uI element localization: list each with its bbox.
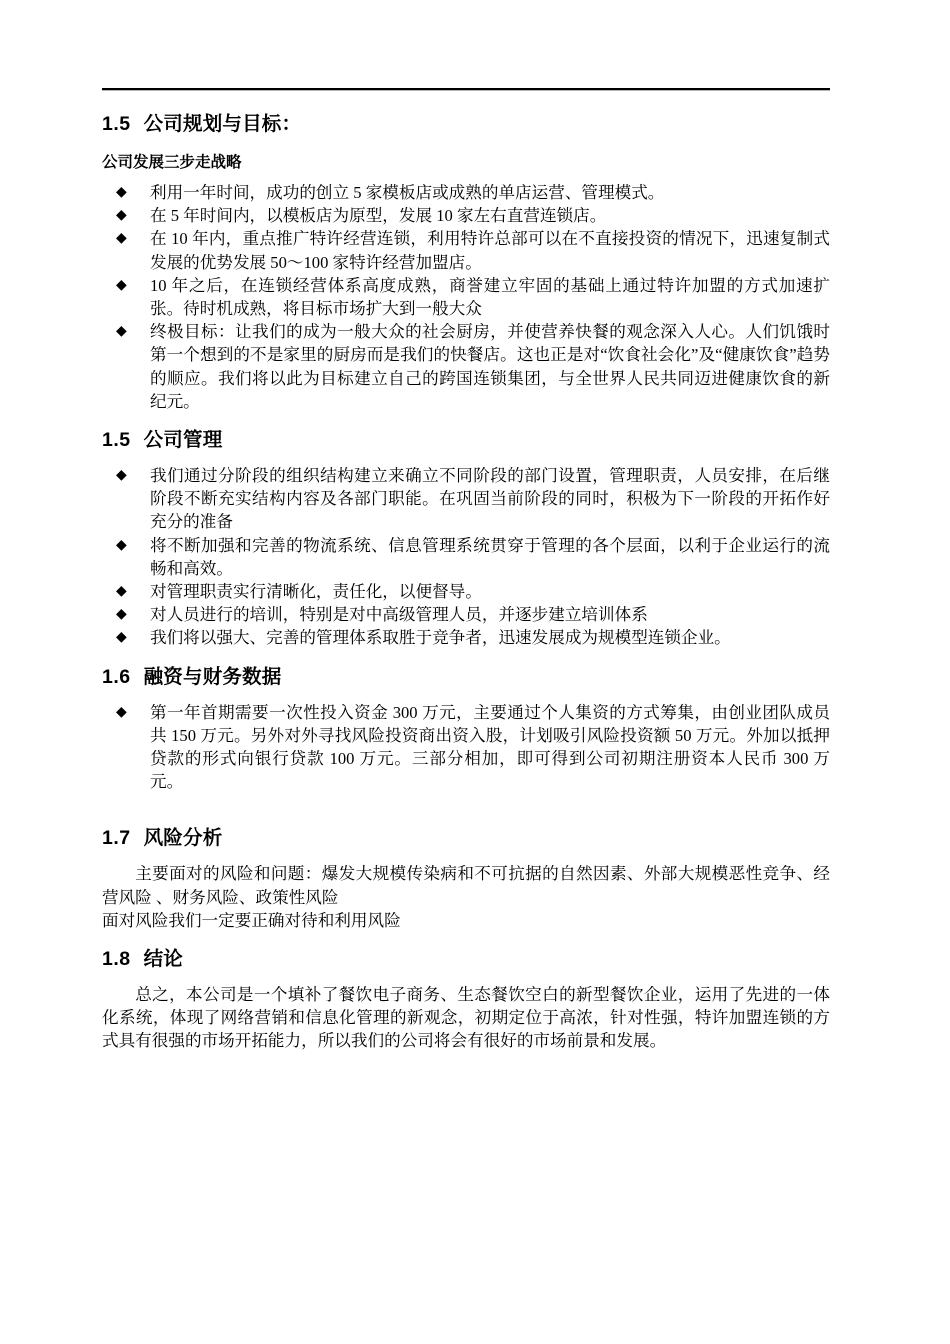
list-item-text: 在 5 年时间内，以模板店为原型，发展 10 家左右直营连锁店。 (150, 206, 607, 226)
list-item-text: 终极目标：让我们的成为一般大众的社会厨房，并使营养快餐的观念深入人心。人们饥饿时第一个想到的不是家里的厨房而是我们的快餐店。这也正是对“饮食社会化”及“健康饮食”趋势的顺应。我们将以此为目标建立自己的跨国连锁集团，与全世界人民共同迈进健康饮食的新纪元。 (150, 322, 830, 411)
list-item-text: 对人员进行的培训，特别是对中高级管理人员，并逐步建立培训体系 (150, 605, 648, 625)
list-item-text: 在 10 年内，重点推广特许经营连锁，利用特许总部可以在不直接投资的情况下，迅速复制式发展的优势发展 50～100 家特许经营加盟店。 (150, 229, 830, 272)
paragraph-conclusion: 总之，本公司是一个填补了餐饮电子商务、生态餐饮空白的新型餐饮企业，运用了先进的一体化系统，体现了网络营销和信息化管理的新观念，初期定位于高浓，针对性强，特许加盟连锁的方式具有很强的市场开拓能力，所以我们的公司将会有很好的市场前景和发展。 (102, 985, 830, 1051)
section-heading-conclusion (102, 946, 830, 972)
section-title: 融资与财务数据 (143, 664, 282, 688)
list-item-text: 将不断加强和完善的物流系统、信息管理系统贯穿于管理的各个层面，以利于企业运行的流畅和高效。 (150, 535, 830, 578)
list-item-text: 我们通过分阶段的组织结构建立来确立不同阶段的部门设置，管理职责，人员安排，在后继阶段不断充实结构内容及各部门职能。在巩固当前阶段的同时，积极为下一阶段的开拓作好充分的准备 (150, 466, 830, 532)
list-item-text: 利用一年时间，成功的创立 5 家模板店或成熟的单店运营、管理模式。 (150, 183, 665, 202)
list-item (102, 701, 830, 794)
diamond-bullet-icon: ◆ (116, 323, 127, 340)
paragraph-risk-attitude: 面对风险我们一定要正确对待和利用风险 (102, 910, 401, 930)
paragraph-risk-list: 主要面对的风险和问题：爆发大规模传染病和不可抗据的自然因素、外部大规模恶性竞争、经营风险 、财务风险、政策性风险 (102, 864, 830, 907)
section-number: 1.6 (102, 665, 131, 688)
list-item-text: 第一年首期需要一次性投入资金 300 万元，主要通过个人集资的方式筹集，由创业团队成员共 150 万元。另外对外寻找风险投资商出资入股，计划吸引风险投资额 50 万元。外加以抵押贷款的形式向银行贷款 100 万元。三部分相加，即可得到公司初期注册资本人民币 300 万元。 (150, 702, 830, 792)
section-heading-company-management (102, 427, 830, 453)
list-item (102, 603, 830, 626)
section-number: 1.5 (102, 429, 131, 452)
diamond-bullet-icon: ◆ (116, 207, 127, 224)
section-number: 1.5 (102, 113, 131, 135)
list-item-text: 我们将以强大、完善的管理体系取胜于竞争者，迅速发展成为规模型连锁企业。 (150, 628, 731, 648)
section-number: 1.7 (102, 827, 131, 850)
subheading-three-step-strategy: 公司发展三步走战略 (102, 153, 242, 171)
list-item-text: 10 年之后，在连锁经营体系高度成熟，商誉建立牢固的基础上通过特许加盟的方式加速扩张。待时机成熟，将目标市场扩大到一般大众 (150, 275, 830, 319)
section-heading-company-plan-goals (102, 111, 830, 137)
section-heading-financing-data (102, 664, 830, 690)
list-item (102, 626, 830, 649)
list-item (102, 320, 830, 413)
diamond-bullet-icon: ◆ (116, 276, 127, 293)
diamond-bullet-icon: ◆ (116, 583, 127, 600)
diamond-bullet-icon: ◆ (116, 536, 127, 553)
list-item (102, 534, 830, 580)
section-heading-risk-analysis (102, 825, 830, 851)
section-title: 公司管理 (143, 428, 223, 452)
list-item (102, 464, 830, 534)
diamond-bullet-icon: ◆ (116, 703, 127, 720)
diamond-bullet-icon: ◆ (116, 629, 127, 646)
list-item (102, 181, 830, 204)
bullet-list-company-plan-goals (102, 181, 830, 413)
section-number: 1.8 (102, 948, 131, 971)
list-item (102, 274, 830, 320)
section-title: 风险分析 (143, 826, 223, 850)
list-item (102, 227, 830, 273)
section-title: 公司规划与目标： (143, 112, 302, 135)
section-title: 结论 (143, 947, 184, 971)
list-item (102, 580, 830, 603)
bullet-list-financing-data (102, 701, 830, 794)
diamond-bullet-icon: ◆ (116, 467, 127, 484)
list-item-text: 对管理职责实行清晰化，责任化，以便督导。 (150, 582, 482, 602)
bullet-list-company-management (102, 464, 830, 650)
diamond-bullet-icon: ◆ (116, 606, 127, 623)
list-item (102, 204, 830, 227)
diamond-bullet-icon: ◆ (116, 230, 127, 247)
page-content (102, 0, 830, 1053)
diamond-bullet-icon: ◆ (116, 184, 127, 200)
